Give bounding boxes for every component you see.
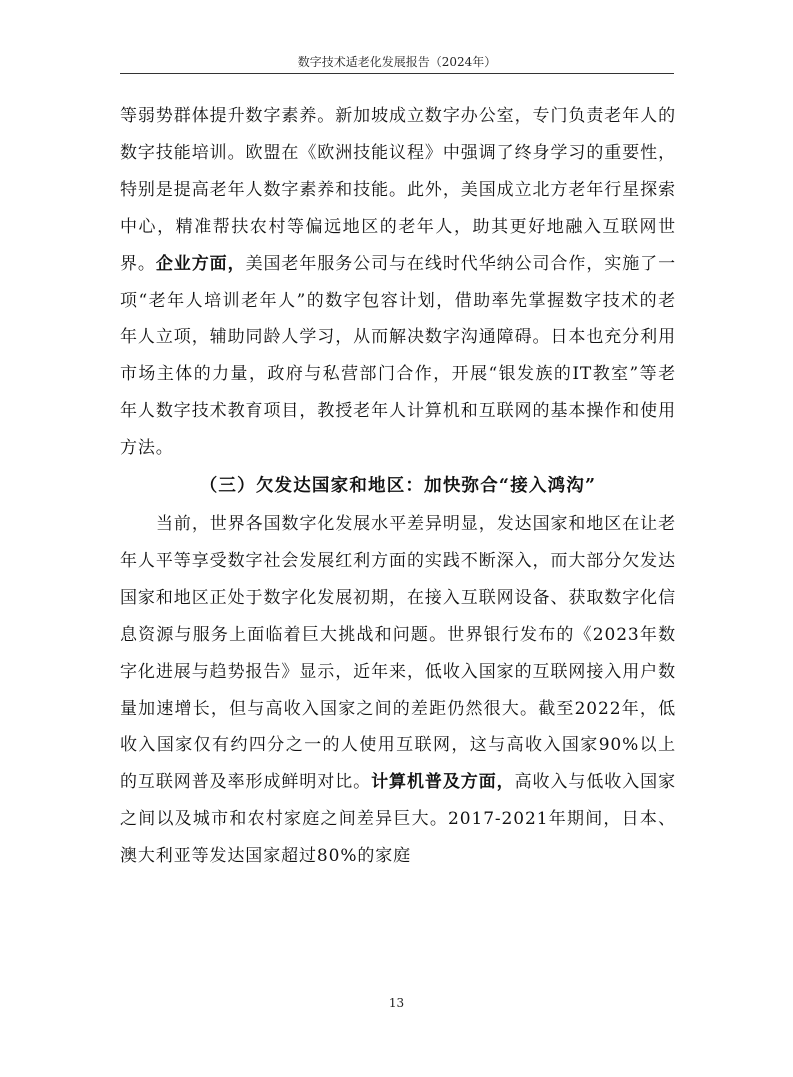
paragraph-continuation [120,98,676,467]
page-number: 13 [388,996,405,1010]
paragraph-text: 当前，世界各国数字化发展水平差异明显，发达国家和地区在让老年人平等享受数字社会发展红利方面的实践不断深入，而大部分欠发达国家和地区正处于数字化发展初期，在接入互联网设备、获取数字化信息资源与服务上面临着巨大挑战和问题。世界银行发布的《2023年数字化进展与趋势报告》显示，近年来，低收入国家的互联网接入用户数量加速增长，但与高收入国家之间的差距仍然很大。截至2022年，低收入国家仅有约四分之一的人使用互联网，这与高收入国家90%以上的互联网普及率形成鲜明对比。 [120,513,676,793]
emphasis-computer-adoption: 计算机普及方面， [371,772,515,793]
paragraph-text: 美国老年服务公司与在线时代华纳公司合作，实施了一项“老年人培训老年人”的数字包容计划，借助率先掌握数字技术的老年人立项，辅助同龄人学习，从而解决数字沟通障碍。日本也充分利用市场主体的力量，政府与私营部门合作，开展“银发族的IT教室”等老年人数字技术教育项目，教授老年人计算机和互联网的基本操作和使用方法。 [120,253,676,459]
paragraph-text: 高收入与低收入国家之间以及城市和农村家庭之间差异巨大。2017-2021年期间，日本、澳大利亚等发达国家超过80%的家庭 [120,772,676,867]
paragraph-text: 等弱势群体提升数字素养。新加坡成立数字办公室，专门负责老年人的数字技能培训。欧盟在《欧洲技能议程》中强调了终身学习的重要性，特别是提高老年人数字素养和技能。此外，美国成立北方老年行星探索中心，精准帮扶农村等偏远地区的老年人，助其更好地融入互联网世界。 [120,106,676,274]
paragraph [120,506,676,875]
section-heading: （三）欠发达国家和地区：加快弥合“接入鸿沟” [199,476,597,497]
emphasis-enterprise: 企业方面， [155,253,246,274]
document-body [120,98,676,875]
running-header: 数字技术适老化发展报告（2024年） [297,55,497,69]
header-divider [120,73,674,74]
